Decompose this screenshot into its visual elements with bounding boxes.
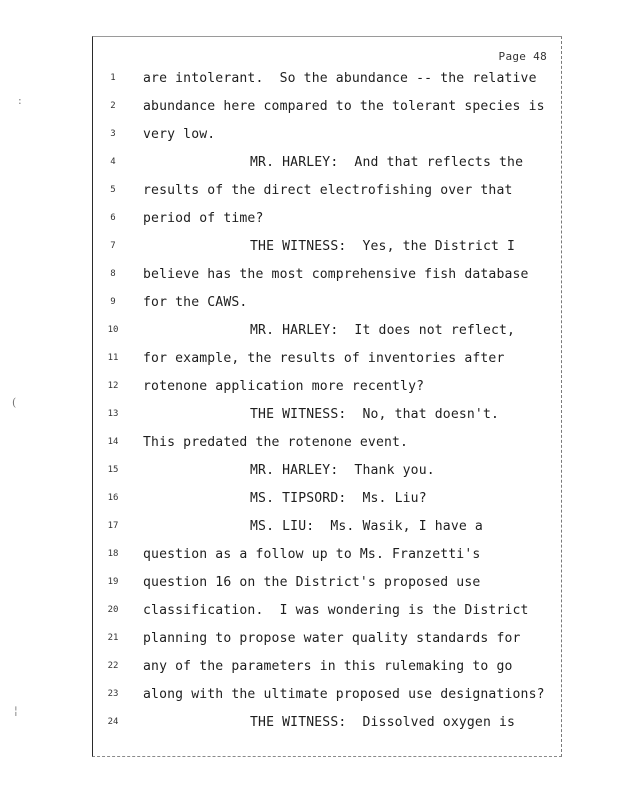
line-text: planning to propose water quality standards for <box>143 631 521 646</box>
line-text: This predated the rotenone event. <box>143 435 409 450</box>
line-text: abundance here compared to the tolerant species is <box>143 99 545 114</box>
transcript-line <box>93 155 561 175</box>
transcript-line <box>93 99 561 119</box>
line-number: 6 <box>110 213 116 223</box>
transcript-line <box>93 351 561 371</box>
transcript-line <box>93 435 561 455</box>
line-number: 11 <box>107 353 119 363</box>
transcript-line <box>93 463 561 483</box>
line-text: rotenone application more recently? <box>143 379 425 394</box>
transcript-line <box>93 379 561 399</box>
line-text: THE WITNESS: No, that doesn't. <box>250 407 500 422</box>
line-text: are intolerant. So the abundance -- the relative <box>143 71 537 86</box>
line-text: any of the parameters in this rulemaking to go <box>143 659 513 674</box>
line-text: believe has the most comprehensive fish database <box>143 267 529 282</box>
line-text: MR. HARLEY: And that reflects the <box>250 155 524 170</box>
line-number: 14 <box>107 437 119 447</box>
line-text: MR. HARLEY: It does not reflect, <box>250 323 516 338</box>
line-number: 12 <box>107 381 119 391</box>
line-number: 5 <box>110 185 116 195</box>
line-number: 19 <box>107 577 119 587</box>
transcript-line <box>93 519 561 539</box>
line-text: along with the ultimate proposed use designations? <box>143 687 545 702</box>
transcript-page <box>92 36 562 757</box>
transcript-line <box>93 715 561 735</box>
scan-mark: ( <box>12 396 17 409</box>
line-text: for example, the results of inventories after <box>143 351 505 366</box>
line-text: MR. HARLEY: Thank you. <box>250 463 435 478</box>
line-number: 22 <box>107 661 119 671</box>
line-text: MS. LIU: Ms. Wasik, I have a <box>250 519 483 534</box>
line-number: 15 <box>107 465 119 475</box>
line-number: 7 <box>110 241 116 251</box>
transcript-line <box>93 323 561 343</box>
line-number: 24 <box>107 717 119 727</box>
transcript-line <box>93 491 561 511</box>
line-number: 23 <box>107 689 119 699</box>
transcript-line <box>93 127 561 147</box>
line-number: 17 <box>107 521 119 531</box>
scan-mark: : <box>18 94 22 107</box>
transcript-line <box>93 687 561 707</box>
line-text: period of time? <box>143 211 264 226</box>
transcript-line <box>93 71 561 91</box>
transcript-line <box>93 183 561 203</box>
transcript-line <box>93 211 561 231</box>
transcript-line <box>93 267 561 287</box>
line-number: 1 <box>110 73 116 83</box>
line-text: results of the direct electrofishing over that <box>143 183 513 198</box>
line-text: question as a follow up to Ms. Franzetti's <box>143 547 481 562</box>
transcript-line <box>93 547 561 567</box>
transcript-line <box>93 631 561 651</box>
transcript-line <box>93 295 561 315</box>
transcript-line <box>93 239 561 259</box>
line-text: classification. I was wondering is the District <box>143 603 529 618</box>
line-number: 9 <box>110 297 116 307</box>
line-text: very low. <box>143 127 216 142</box>
transcript-line <box>93 659 561 679</box>
line-number: 21 <box>107 633 119 643</box>
line-number: 8 <box>110 269 116 279</box>
line-number: 10 <box>107 325 119 335</box>
transcript-line <box>93 407 561 427</box>
line-number: 18 <box>107 549 119 559</box>
transcript-line <box>93 603 561 623</box>
line-number: 3 <box>110 129 116 139</box>
line-number: 4 <box>110 157 116 167</box>
line-text: THE WITNESS: Dissolved oxygen is <box>250 715 516 730</box>
line-number: 13 <box>107 409 119 419</box>
line-number: 16 <box>107 493 119 503</box>
transcript-line <box>93 575 561 595</box>
page-number: Page 48 <box>498 50 547 63</box>
line-text: THE WITNESS: Yes, the District I <box>250 239 516 254</box>
line-text: for the CAWS. <box>143 295 248 310</box>
line-number: 20 <box>107 605 119 615</box>
line-number: 2 <box>110 101 116 111</box>
line-text: question 16 on the District's proposed use <box>143 575 481 590</box>
scan-mark: ¦ <box>14 704 18 717</box>
line-text: MS. TIPSORD: Ms. Liu? <box>250 491 427 506</box>
